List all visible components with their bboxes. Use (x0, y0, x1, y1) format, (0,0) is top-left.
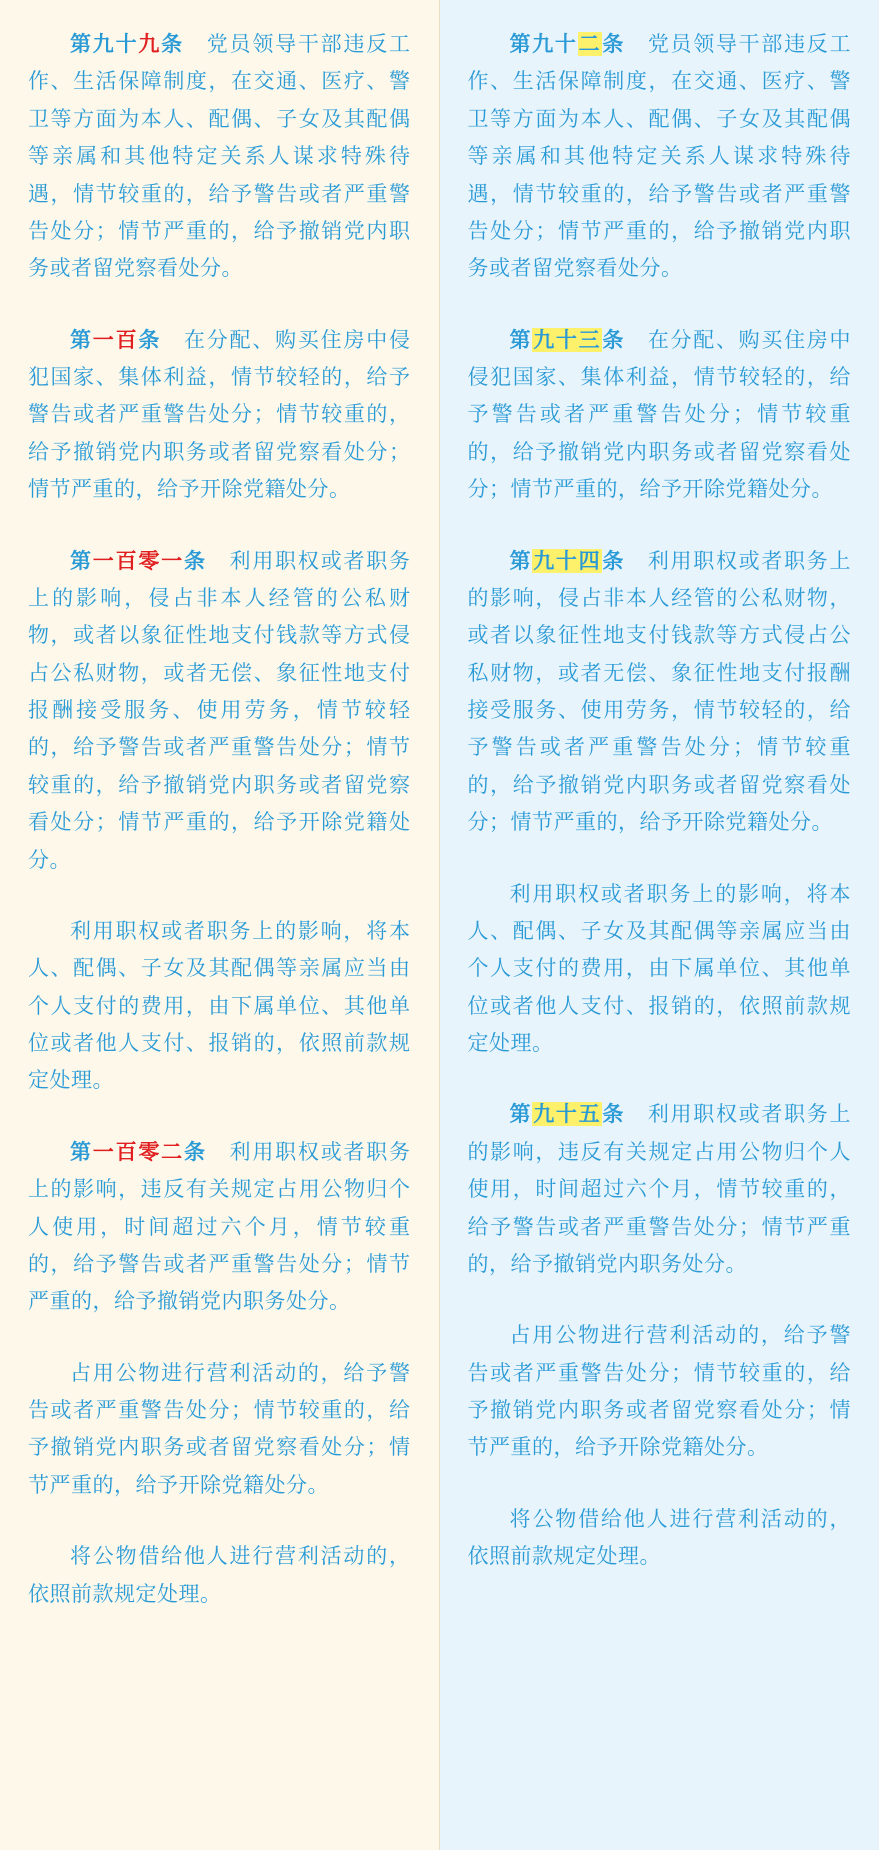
article-body: 占用公物进行营利活动的，给予警告或者严重警告处分；情节较重的，给予撤销党内职务或者留党察看处分；情节严重的，给予开除党籍处分。 (467, 1323, 851, 1460)
article-label-tail: 条 (161, 32, 184, 56)
article-body: 利用职权或者职务上的影响，违反有关规定占用公物归个人使用，时间超过六个月，情节较重的，给予警告或者严重警告处分；情节严重的，给予撤销党内职务处分。 (467, 1102, 852, 1276)
article-label-lead: 第 (509, 327, 533, 352)
article-label-lead: 第 (509, 1102, 533, 1127)
article-number: 九十五 (533, 1102, 602, 1127)
article-block (468, 543, 852, 842)
article-number: 九十四 (533, 548, 602, 573)
article-block (28, 322, 411, 509)
article-sub-paragraph (468, 1317, 852, 1467)
article-number: 一百零一 (92, 548, 184, 573)
article-body: 利用职权或者职务上的影响，侵占非本人经管的公私财物，或者以象征性地支付钱款等方式侵占公私财物，或者无偿、象征性地支付报酬接受服务、使用劳务，情节较轻的，给予警告或者严重警告处分；情节较重的，给予撤销党内职务或者留党察看处分；情节严重的，给予开除党籍处分。 (28, 548, 411, 872)
article-block (468, 26, 852, 288)
article-label-lead: 第九十 (509, 32, 578, 56)
article-block (28, 1134, 411, 1321)
article-sub-paragraph (28, 913, 411, 1100)
article-label-tail: 条 (602, 548, 626, 573)
article-body: 党员领导干部违反工作、生活保障制度，在交通、医疗、警卫等方面为本人、配偶、子女及其配偶等亲属和其他特定关系人谋求特殊待遇，情节较重的，给予警告或者严重警告处分；情节严重的，给予撤销党内职务或者留党察看处分。 (467, 32, 852, 281)
article-sub-paragraph (468, 1501, 852, 1576)
article-number: 一百 (92, 327, 139, 352)
article-body: 利用职权或者职务上的影响，违反有关规定占用公物归个人使用，时间超过六个月，情节较重的，给予警告或者严重警告处分；情节严重的，给予撤销党内职务处分。 (28, 1139, 411, 1314)
article-body: 利用职权或者职务上的影响，侵占非本人经管的公私财物，或者以象征性地支付钱款等方式侵占公私财物，或者无偿、象征性地支付报酬接受服务、使用劳务，情节较轻的，给予警告或者严重警告处分；情节较重的，给予撤销党内职务或者留党察看处分；情节严重的，给予开除党籍处分。 (467, 548, 852, 835)
article-number: 二 (578, 32, 602, 56)
article-block (28, 543, 411, 879)
article-label-tail: 条 (602, 327, 626, 352)
article-block (28, 26, 411, 288)
column-original-version (440, 0, 879, 1850)
article-number: 一百零二 (92, 1139, 184, 1164)
article-label-tail: 条 (138, 327, 162, 352)
article-label-tail: 条 (602, 1102, 626, 1127)
article-body: 在分配、购买住房中侵犯国家、集体利益，情节较轻的，给予警告或者严重警告处分；情节较重的，给予撤销党内职务或者留党察看处分；情节严重的，给予开除党籍处分。 (467, 327, 852, 502)
article-label-lead: 第 (70, 548, 93, 573)
article-body: 党员领导干部违反工作、生活保障制度，在交通、医疗、警卫等方面为本人、配偶、子女及其配偶等亲属和其他特定关系人谋求特殊待遇，情节较重的，给予警告或者严重警告处分；情节严重的，给予撤销党内职务或者留党察看处分。 (28, 32, 411, 281)
article-body: 将公物借给他人进行营利活动的，依照前款规定处理。 (467, 1506, 851, 1569)
article-label-lead: 第 (70, 1139, 93, 1164)
article-label-tail: 条 (183, 548, 207, 573)
article-label-lead: 第 (70, 327, 93, 352)
article-block (468, 1096, 852, 1283)
article-sub-paragraph (28, 1538, 411, 1613)
article-label-tail: 条 (183, 1139, 207, 1164)
article-sub-paragraph (468, 876, 852, 1063)
article-body: 利用职权或者职务上的影响，将本人、配偶、子女及其配偶等亲属应当由个人支付的费用，由下属单位、其他单位或者他人支付、报销的，依照前款规定处理。 (467, 881, 851, 1055)
article-label-lead: 第 (509, 548, 533, 573)
article-label-tail: 条 (602, 32, 626, 56)
article-number: 九 (138, 32, 162, 56)
article-block (468, 322, 852, 509)
article-label-lead: 第九十 (70, 32, 139, 56)
article-body: 利用职权或者职务上的影响，将本人、配偶、子女及其配偶等亲属应当由个人支付的费用，由下属单位、其他单位或者他人支付、报销的，依照前款规定处理。 (28, 918, 411, 1093)
article-sub-paragraph (28, 1355, 411, 1505)
article-number: 九十三 (533, 327, 602, 352)
article-body: 在分配、购买住房中侵犯国家、集体利益，情节较轻的，给予警告或者严重警告处分；情节较重的，给予撤销党内职务或者留党察看处分；情节严重的，给予开除党籍处分。 (28, 327, 411, 502)
article-body: 将公物借给他人进行营利活动的，依照前款规定处理。 (28, 1544, 411, 1606)
article-body: 占用公物进行营利活动的，给予警告或者严重警告处分；情节较重的，给予撤销党内职务或者留党察看处分；情节严重的，给予开除党籍处分。 (28, 1360, 411, 1497)
